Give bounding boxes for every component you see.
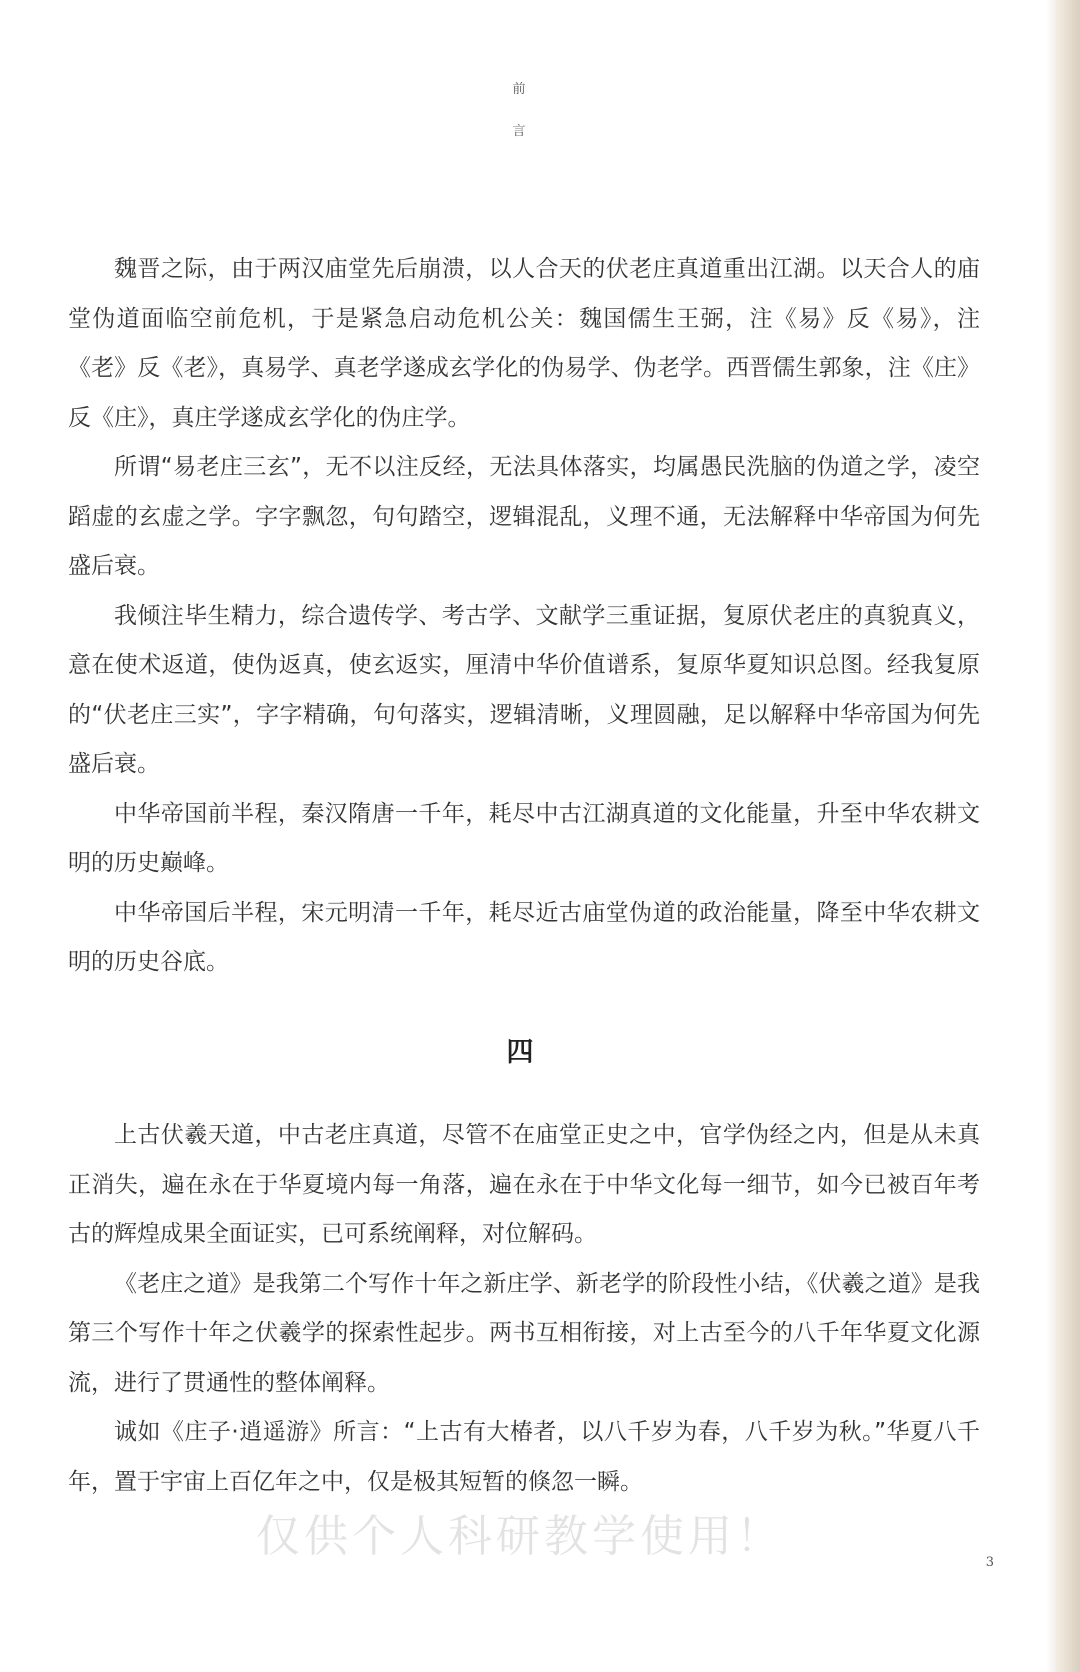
paragraph: 魏晋之际，由于两汉庙堂先后崩溃，以人合天的伏老庄真道重出江湖。以天合人的庙堂伪道面临空前危机，于是紧急启动危机公关：魏国儒生王弼，注《易》反《易》，注《老》反《老》，真易学、真老学遂成玄学化的伪易学、伪老学。西晋儒生郭象，注《庄》反《庄》，真庄学遂成玄学化的伪庄学。 xyxy=(68,256,980,431)
paragraph: 我倾注毕生精力，综合遗传学、考古学、文献学三重证据，复原伏老庄的真貌真义，意在使术返道，使伪返真，使玄返实，厘清中华价值谱系，复原华夏知识总图。经我复原的“伏老庄三实”，字字精确，句句落实，逻辑清晰，义理圆融，足以解释中华帝国为何先盛后衰。 xyxy=(68,602,980,777)
paragraph: 诚如《庄子·逍遥游》所言：“上古有大椿者，以八千岁为春，八千岁为秋。”华夏八千年，置于宇宙上百亿年之中，仅是极其短暂的倏忽一瞬。 xyxy=(68,1419,980,1495)
paragraph: 《老庄之道》是我第二个写作十年之新庄学、新老学的阶段性小结，《伏羲之道》是我第三个写作十年之伏羲学的探索性起步。两书互相衔接，对上古至今的八千年华夏文化源流，进行了贯通性的整体阐释。 xyxy=(68,1270,980,1396)
page-number: 3 xyxy=(985,1555,994,1570)
running-head-char-1: 前 xyxy=(512,82,528,97)
section-heading: 四 xyxy=(506,1037,534,1068)
watermark: 仅供个人科研教学使用！ xyxy=(256,1511,784,1562)
paragraph: 中华帝国前半程，秦汉隋唐一千年，耗尽中古江湖真道的文化能量，升至中华农耕文明的历史巅峰。 xyxy=(68,800,980,876)
section-2-body xyxy=(68,1111,980,1507)
running-head-char-2: 言 xyxy=(512,124,528,139)
paragraph: 所谓“易老庄三玄”，无不以注反经，无法具体落实，均属愚民洗脑的伪道之学，凌空蹈虚的玄虚之学。字字飘忽，句句踏空，逻辑混乱，义理不通，无法解释中华帝国为何先盛后衰。 xyxy=(68,454,980,579)
section-1-body xyxy=(68,245,980,988)
page-edge-shadow xyxy=(1046,0,1056,1672)
paragraph: 上古伏羲天道，中古老庄真道，尽管不在庙堂正史之中，官学伪经之内，但是从未真正消失，遍在永在于华夏境内每一角落，遍在永在于中华文化每一细节，如今已被百年考古的辉煌成果全面证实，已可系统阐释，对位解码。 xyxy=(68,1122,980,1247)
paragraph: 中华帝国后半程，宋元明清一千年，耗尽近古庙堂伪道的政治能量，降至中华农耕文明的历史谷底。 xyxy=(68,899,980,975)
page-edge xyxy=(1056,0,1080,1672)
